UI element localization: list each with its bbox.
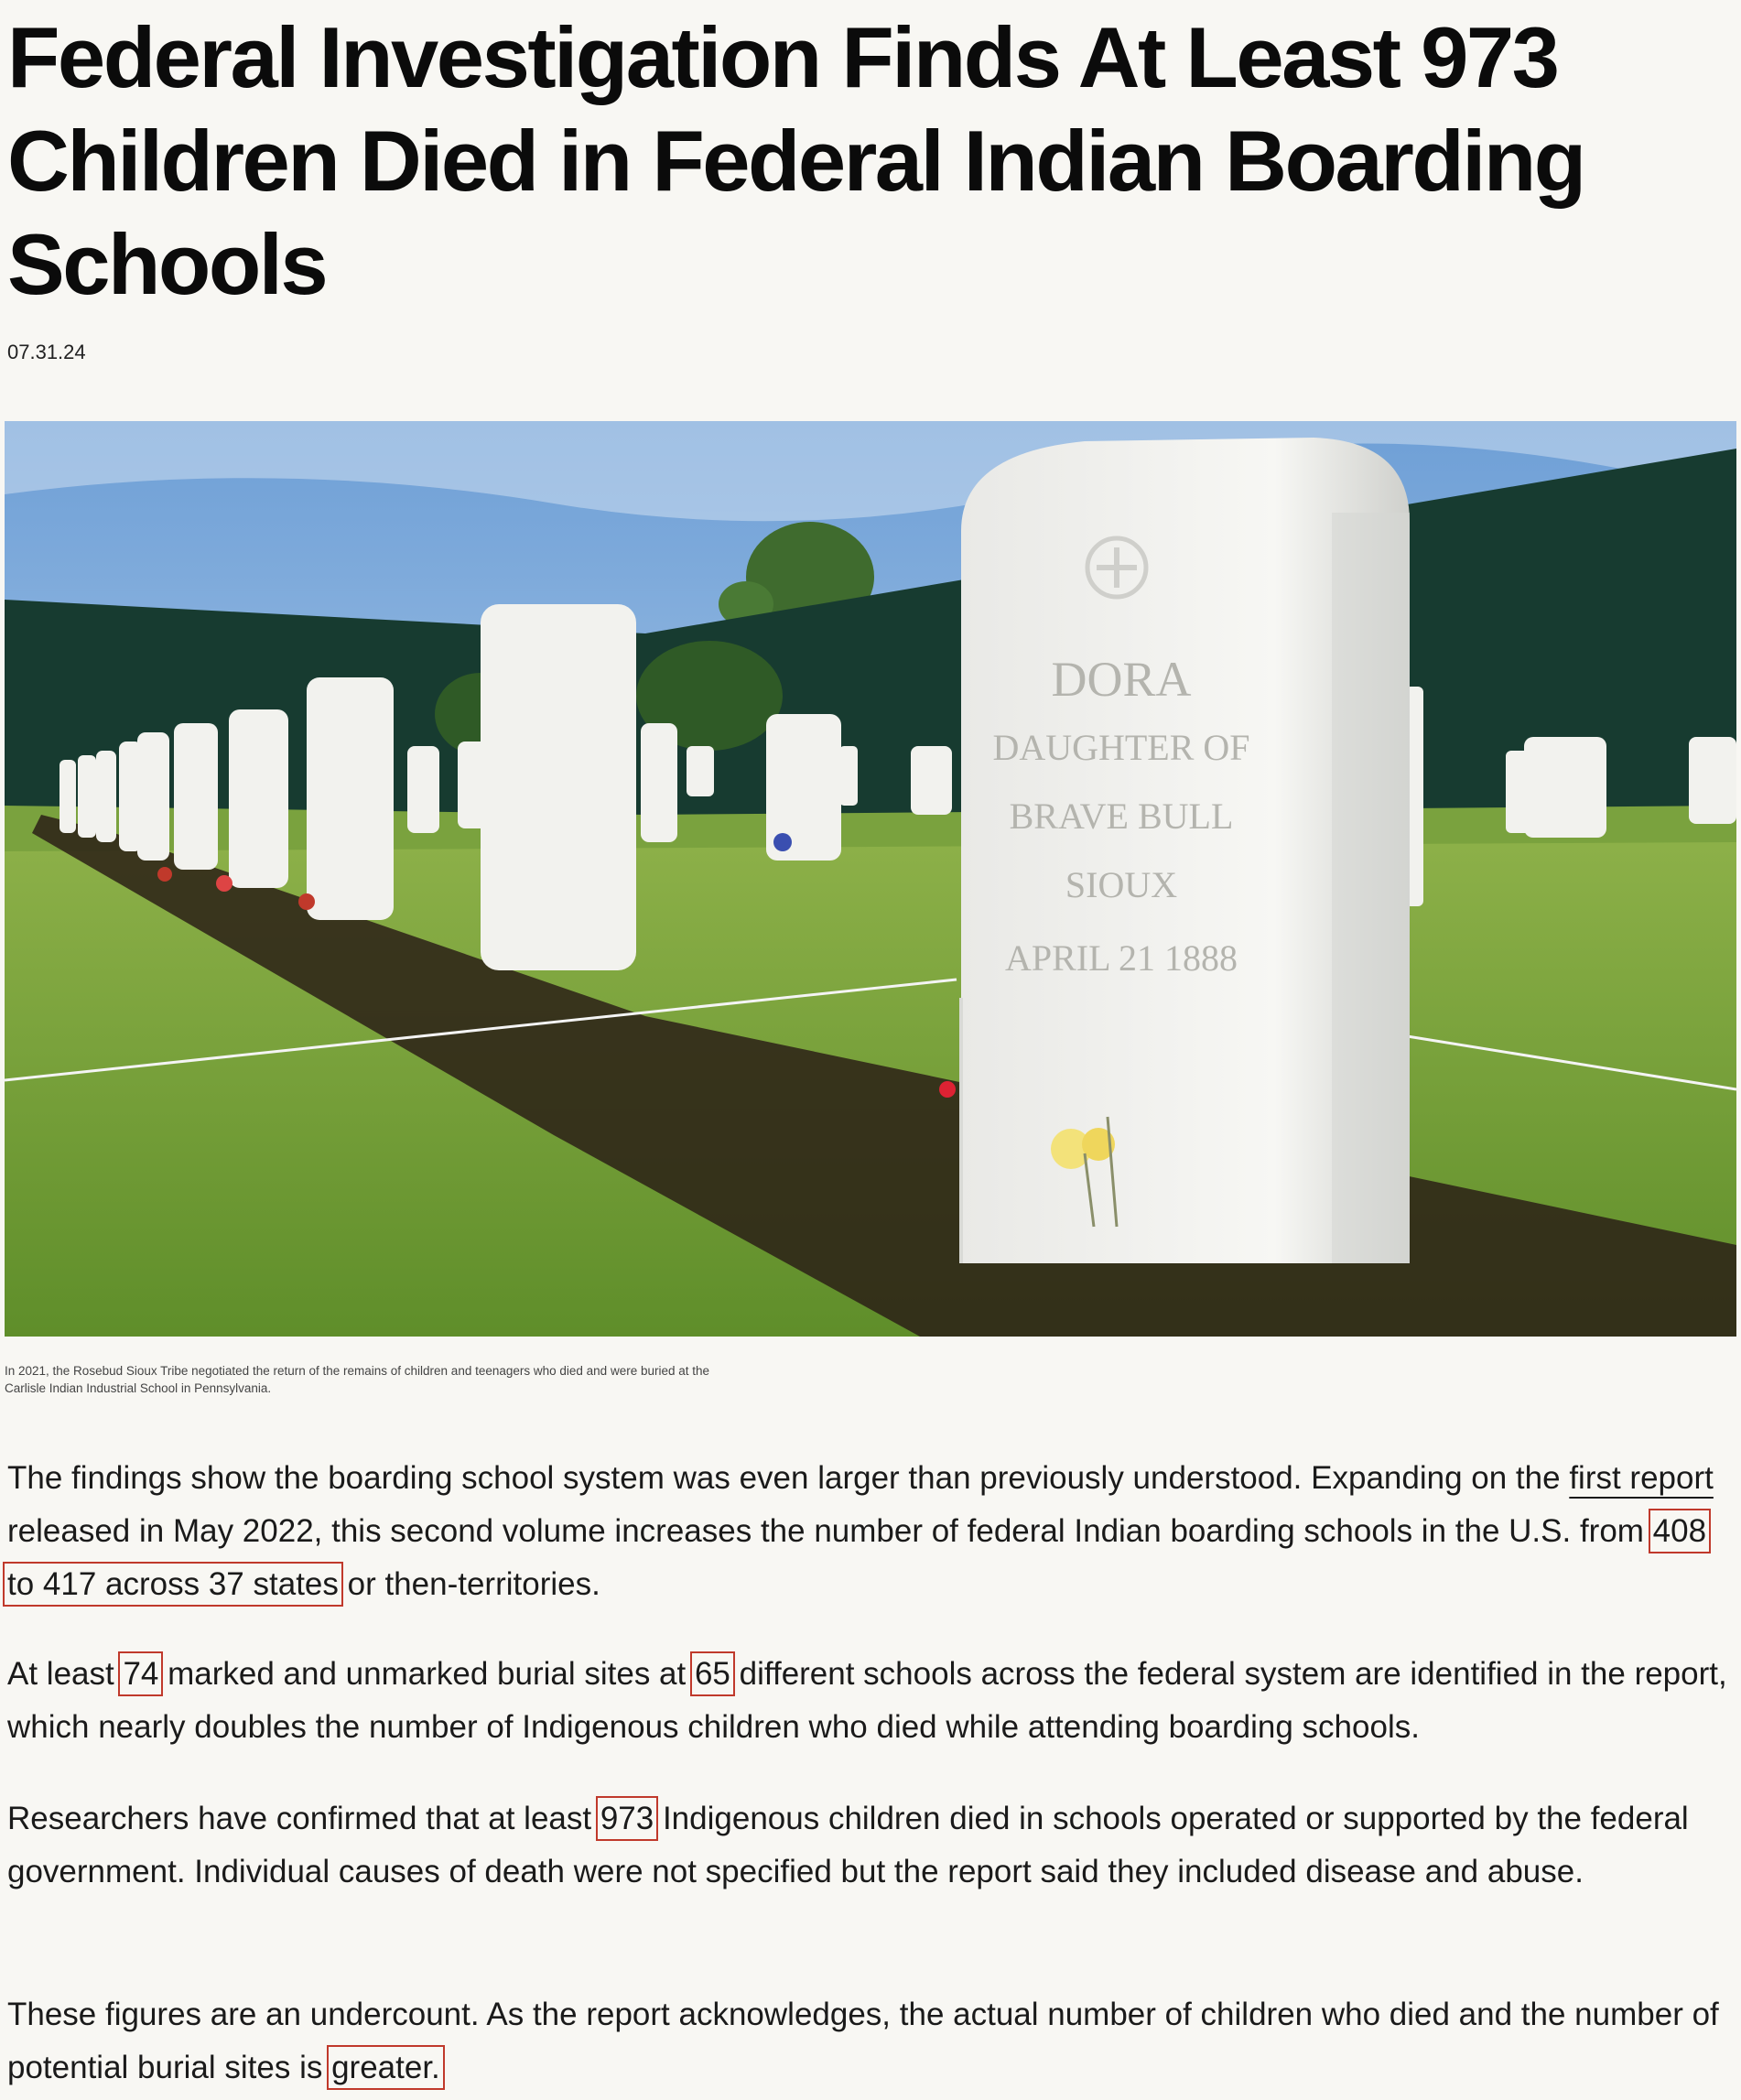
headstone-line-1: DORA	[1051, 652, 1192, 707]
publish-date: 07.31.24	[7, 341, 86, 363]
article-headline: Federal Investigation Finds At Least 973 Children Died in Federal Indian Boarding Schools	[7, 9, 1584, 312]
highlight-schools: 65	[694, 1656, 730, 1692]
paragraph-1	[7, 1452, 1737, 1611]
paragraph-3	[7, 1792, 1737, 1899]
photo-caption: In 2021, the Rosebud Sioux Tribe negotiated the return of the remains of children and teenagers who died and were buried at the Carlisle Indian Industrial School in Pennsylvania.	[5, 1364, 710, 1395]
text-run: These figures are an undercount. As the report acknowledges, the actual number of children who died and the number of potential burial sites is	[7, 1997, 1719, 2085]
first-report-link[interactable]: first report	[1569, 1460, 1714, 1496]
cemetery-photo	[5, 421, 1736, 1337]
headstone-line-5: APRIL 21 1888	[1004, 937, 1238, 979]
highlight-deaths: 973	[600, 1801, 654, 1836]
text-run: Researchers have confirmed that at least	[7, 1801, 600, 1836]
headstone-line-4: SIOUX	[1065, 864, 1178, 905]
highlight-burial-sites: 74	[123, 1656, 159, 1692]
text-run: Indigenous children died in schools operated or supported by the federal government. Individual causes of death were not specified but the report said they included disease and abuse.	[7, 1801, 1689, 1889]
text-run: At least	[7, 1656, 124, 1692]
text-run: marked and unmarked burial sites at	[158, 1656, 695, 1692]
text-run: different schools across the federal system are identified in the report, which nearly doubles the number of Indigenous children who died while attending boarding schools.	[7, 1656, 1727, 1745]
paragraph-4	[7, 1988, 1737, 2095]
headstone-line-3: BRAVE BULL	[1009, 796, 1234, 837]
highlight-school-count: 408 to 417 across 37 states	[7, 1513, 1707, 1602]
headstone-line-2: DAUGHTER OF	[992, 727, 1250, 768]
paragraph-2	[7, 1648, 1737, 1754]
highlight-greater: greater.	[331, 2050, 440, 2085]
text-run: released in May 2022, this second volume increases the number of federal Indian boarding schools in the U.S. from	[7, 1513, 1653, 1549]
text-run: The findings show the boarding school system was even larger than previously understood. Expanding on the	[7, 1460, 1570, 1496]
text-run: or then-territories.	[338, 1566, 600, 1602]
